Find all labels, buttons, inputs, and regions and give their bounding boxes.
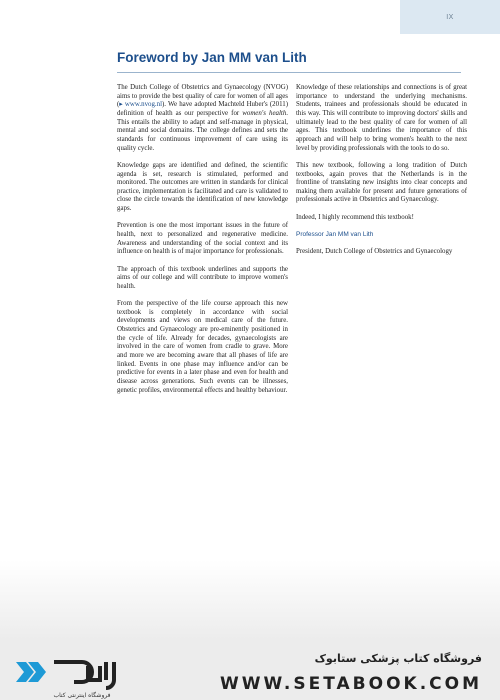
- footer-banner: [0, 640, 500, 700]
- emphasis-text: women's health: [242, 109, 287, 117]
- text-segment: The Dutch College of Obstetrics and Gynaecology (NVOG) aims to provide the best quality of care for women of all ages (: [117, 84, 288, 109]
- setabook-logo: [14, 654, 124, 690]
- signature-name: Professor Jan MM van Lith: [296, 230, 374, 238]
- logo-subtitle: فروشگاه اینترنتی کتاب: [53, 692, 111, 699]
- footer-persian-text: فروشگاه کتاب پزشکی ستابوک: [314, 652, 482, 665]
- left-paragraph-2: Knowledge gaps are identified and defined, the scientific agenda is set, research is stimulated, performed and monitored. The outcomes are written in standards for clinical practice, implementation is facilitated and care is validated to close the circle towards the identification of new knowledge gaps.: [117, 161, 288, 213]
- left-paragraph-5: From the perspective of the life course approach this new textbook is completely in accordance with social developments and views on medical care of the future. Obstetrics and Gynaecology are pre-eminently positioned in the cycle of life. Already for decades, gynaecologists are involved in the care of women from cradle to grave. More and more we are becoming aware that all phases of life are linked. Events in one phase may influence and/or can be predictive for events in a later phase and even for health and disease across generations. Such events can be illnesses, genetic profiles, environmental effects and healthy behaviour.: [117, 300, 288, 394]
- page-number-box: [400, 0, 500, 34]
- right-paragraph-3: Indeed, I highly recommend this textbook!: [296, 213, 414, 221]
- right-paragraph-2: This new textbook, following a long tradition of Dutch textbooks, again proves that the Netherlands is in the frontline of translating new insights into clear concepts and making them available for present and future generations of professionals active in Obstetrics and Gynaecology.: [296, 161, 467, 204]
- signature-role: President, Dutch College of Obstetrics and Gynaecology: [296, 248, 453, 256]
- right-column: [296, 84, 467, 265]
- text-segment: ). We have adopted Machteld Huber's (2011) definition of health as our perspective for: [117, 101, 289, 117]
- left-column: [117, 84, 288, 404]
- right-paragraph-1: Knowledge of these relationships and connections is of great importance to understand the underlying mechanisms. Students, trainees and professionals should be educated in this way. This will contribute to improving doctors' skills and ultimately lead to the best quality of care for women of all ages. This textbook underlines the importance of this approach and will help to bring women's health to the next level by providing professionals with the tools to do so.: [296, 84, 467, 152]
- footer-url[interactable]: WWW.SETABOOK.COM: [220, 674, 482, 694]
- page-number: IX: [446, 14, 454, 21]
- page-title: Foreword by Jan MM van Lith: [117, 50, 307, 65]
- text-segment: . This entails the ability to adapt and self-manage in physical, mental and social domains. The college defines and sets the standards for continuous improvement of care using its quality cycle.: [117, 109, 288, 152]
- left-paragraph-4: The approach of this textbook underlines and supports the aims of our college and will contribute to improve women's health.: [117, 265, 288, 290]
- left-paragraph-3: Prevention is one the most important issues in the future of health, next to personalized and regenerative medicine. Awareness and understanding of the social context and its influence on health is of major importance for professionals.: [117, 222, 288, 256]
- nvog-link[interactable]: ▸ www.nvog.nl: [119, 101, 162, 109]
- title-divider: [117, 72, 461, 73]
- left-paragraph-1: [117, 84, 288, 153]
- footer-fade: [0, 560, 500, 640]
